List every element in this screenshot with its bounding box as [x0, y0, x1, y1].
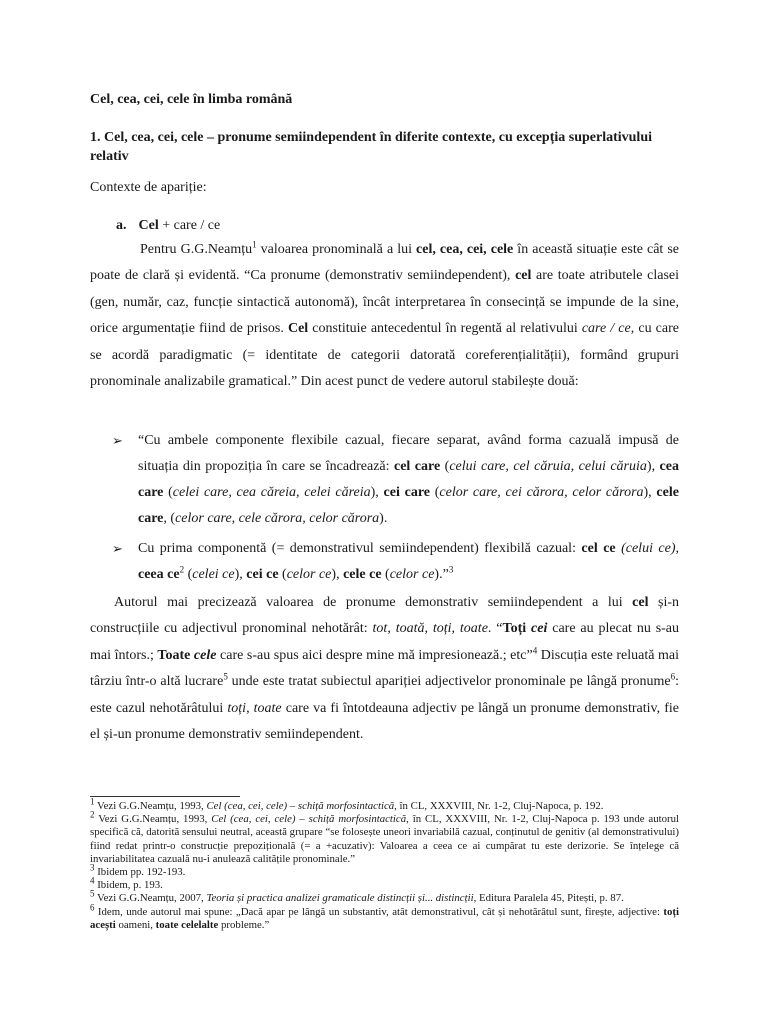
italic-run: toți, toate [227, 700, 282, 716]
bold-italic-run: cei [531, 621, 548, 637]
italic-run: celor care, cele cărora, celor cărora [175, 511, 380, 526]
text-run: Vezi G.G.Neamțu, 2007, [94, 892, 207, 905]
text-run: Pentru G.G.Neamțu [140, 242, 253, 257]
arrow-bullet-icon: ➢ [112, 433, 123, 448]
document-title: Cel, cea, cei, cele în limba română [90, 92, 293, 107]
footnote-4 [90, 875, 679, 892]
bold-run: cele ce [343, 567, 382, 582]
paragraph-1 [90, 237, 679, 395]
footnote-3 [90, 862, 679, 879]
text-run: ), [643, 485, 657, 500]
contexts-label: Contexte de apariție: [90, 180, 207, 195]
italic-run: celei ce [192, 567, 235, 582]
bold-run: cea care [138, 459, 679, 500]
text-run: . “ [487, 621, 503, 637]
italic-run: Teoria și practica analizei gramaticale distincții și... distincții [206, 892, 474, 905]
text-run: valoarea pronominală a lui [256, 242, 417, 257]
text-run: Autorul mai precizează valoarea de pronume demonstrativ semiindependent a lui [114, 595, 633, 610]
bold-run: cele care [138, 485, 679, 526]
footnotes [90, 796, 680, 932]
text-run: probleme.” [218, 918, 270, 931]
footnote-2 [90, 809, 680, 866]
text-run: , în CL, XXXVIII, Nr. 1-2, Cluj-Napoca p. 193 unde autorul specifică că, datorită sensului neutral, această grupare “se folosește uneori invariabilă cazual, conținutul de genitiv (al demonstrativului) fiind redat printr-o construcție prepozițională (= a +acuzativ): Valoarea a ceea ce ai cumpărat tu este derizorie. Se înțelege că invariabilitatea cazuală nu-i anulează calitățile pronominale.” [90, 813, 680, 865]
list-item-a-text: + care / ce [158, 218, 221, 233]
bullet-item-1 [112, 428, 679, 532]
text-run: ), [234, 567, 247, 582]
text-run: ( [184, 567, 193, 582]
text-run: oameni, [115, 918, 156, 931]
italic-run: celor ce [286, 567, 332, 582]
footnote-number: 5 [90, 888, 95, 899]
bold-run: cel [632, 595, 649, 610]
text-run: Ibidem pp. 192-193. [94, 866, 186, 879]
italic-run: tot, toată, toți, toate [372, 621, 488, 637]
bold-run: Toți [502, 621, 532, 637]
text-run: care s-au spus aici despre mine mă impresionează.; etc” [216, 647, 533, 663]
text-run: ( [440, 459, 450, 474]
footnote-ref: 6 [670, 671, 676, 682]
bold-run: Cel [287, 321, 309, 337]
footnote-number: 6 [90, 902, 95, 913]
text-run: ( [381, 567, 390, 582]
text-run: care va fi întotdeauna adjectiv pe lângă un pronume demonstrativ, fie el și-un pronume demonstrativ semiindependent. [90, 700, 679, 743]
italic-run: care / ce [581, 321, 631, 337]
bold-run: cel [515, 268, 532, 284]
text-run: în această situație este cât se poate de clară și evidentă. “Ca pronume (demonstrativ semiindependent), [90, 242, 680, 284]
text-run: Cu prima componentă (= demonstrativul semiindependent) flexibilă cazual: [138, 541, 582, 556]
text-run: are toate atributele clasei (gen, număr, caz, funcție sintactică autonomă), încât interpretarea în consecință se impunde de la sine, orice argumentație fiind de prisos. [90, 268, 679, 337]
bold-run: cei ce [246, 567, 279, 582]
bold-run: cel care [394, 459, 441, 474]
paragraph-2 [90, 590, 679, 748]
italic-run: celor care, cei cărora, celor cărora [439, 485, 644, 500]
text-run: “Cu ambele componente flexibile cazual, fiecare separat, având forma cazuală impusă de situația din propoziția în care se încadrează: [138, 433, 679, 474]
text-run: ( [163, 485, 173, 500]
text-run: ( [430, 485, 440, 500]
footnote-ref: 3 [448, 564, 454, 575]
list-item-a [116, 218, 220, 234]
text-run: Vezi G.G.Neamțu, 1993, [94, 813, 212, 826]
list-item-a-bold: Cel [138, 218, 159, 233]
text-run: , în CL, XXXVIII, Nr. 1-2, Cluj-Napoca, p. 192. [394, 800, 604, 812]
footnote-5 [90, 888, 679, 905]
bold-italic-run: cele [193, 647, 217, 663]
footnote-number: 3 [90, 862, 95, 873]
bullet-item-2 [112, 536, 679, 588]
footnote-ref: 2 [179, 564, 185, 575]
footnote-number: 1 [90, 796, 95, 807]
text-run: ), [370, 485, 384, 500]
footnote-1 [90, 796, 679, 813]
bold-run: ceea ce [138, 567, 180, 582]
text-run: ), [646, 459, 660, 474]
text-run: și-n construcțiile cu adjectivul pronominal nehotărât: [90, 595, 680, 637]
italic-run: celei care, cea căreia, celei căreia [172, 485, 371, 500]
bold-run: toți acești [90, 905, 679, 931]
text-run: , ( [163, 511, 176, 526]
text-run: , Editura Paralela 45, Pitești, p. 87. [473, 892, 624, 905]
text-run: ). [379, 511, 388, 526]
text-run: Discuția este reluată mai târziu într-o altă lucrare [90, 647, 679, 690]
footnote-ref: 4 [532, 645, 538, 656]
text-run: , cu care se acordă paradigmatic (= identitate de categorii datorată coreferențialității), formând grupuri pronominale analizabile gramatical.” Din acest punct de vedere autorul stabilește două: [90, 321, 679, 390]
text-run: Ibidem, p. 193. [94, 879, 163, 892]
section-heading: 1. Cel, cea, cei, cele – pronume semiindependent în diferite contexte, cu excepția superlativului relativ [90, 130, 652, 164]
bold-run: cei care [383, 485, 430, 500]
text-run: unde este tratat subiectul apariției adjectivelor pronominale pe lângă pronume [227, 674, 671, 690]
arrow-bullet-icon: ➢ [112, 541, 123, 556]
italic-run: celui care, cel căruia, celui căruia [449, 459, 647, 474]
text-run: ), [331, 567, 344, 582]
bold-run: cel ce [581, 541, 616, 556]
footnote-ref: 5 [223, 671, 228, 682]
text-run: ).” [434, 567, 449, 582]
bold-run: Toate [157, 647, 194, 663]
footnote-ref: 1 [252, 239, 257, 250]
text-run: Vezi G.G.Neamțu, 1993, [94, 800, 207, 812]
text-run: : este cazul nehotărâtului [90, 674, 679, 716]
footnote-number: 4 [90, 875, 95, 886]
text-run: care au plecat nu s-au mai întors.; [90, 621, 680, 663]
bold-run: toate celelalte [155, 918, 219, 931]
italic-run: celor ce [389, 567, 435, 582]
italic-run: Cel (cea, cei, cele) – schiță morfosintactică [206, 800, 395, 812]
list-item-a-label: a. [116, 218, 127, 233]
footnote-separator [90, 796, 240, 797]
text-run: constituie antecedentul în regentă al relativului [308, 321, 582, 337]
italic-run: Cel (cea, cei, cele) – schiță morfosintactică [211, 813, 407, 826]
text-run: Idem, unde autorul mai spune: „Dacă apar pe lângă un substantiv, atât demonstrativul, cât și nehotărâtul sunt, firește, adjective: [94, 905, 664, 918]
footnote-number: 2 [90, 809, 95, 820]
text-run: ( [278, 567, 287, 582]
italic-run: (celui ce), [621, 541, 680, 556]
footnote-6 [90, 902, 679, 932]
bold-run: cel, cea, cei, cele [416, 242, 514, 257]
